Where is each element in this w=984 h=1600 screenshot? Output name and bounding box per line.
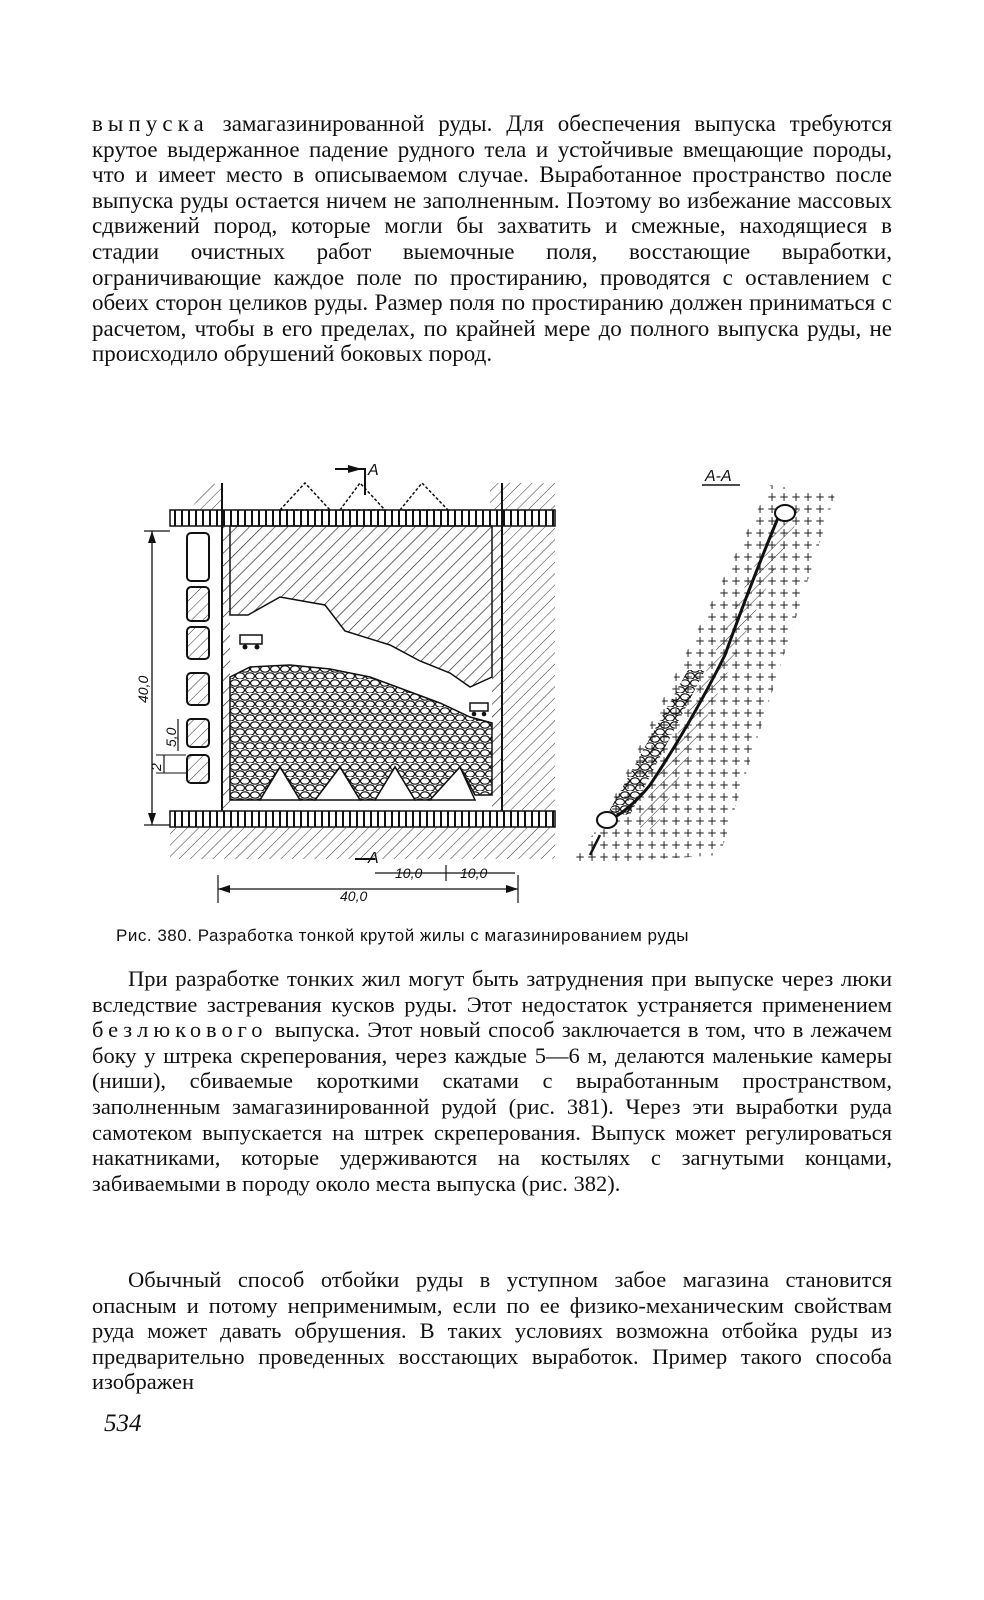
caption-text: Разработка тонкой крутой жилы с магазинированием руды [197,926,689,945]
section-mark-bottom: А [368,850,379,867]
page-number: 534 [104,1410,142,1437]
longitudinal-section [135,462,555,904]
dim-5-label: 5,0 [163,727,179,747]
spaced-word-2: безлюкового [92,1017,268,1043]
paragraph-3 [92,1267,892,1395]
dim-width-label: 40,0 [340,888,368,904]
figure-caption [116,926,876,946]
dim-height-label: 40,0 [135,675,151,703]
dim-10a-label: 10,0 [395,865,423,881]
paragraph-2-before: При разработке тонких жил могут быть затруднения при выпуске через люки вследствие застревания кусков руды. Этот недостаток устраняется применением [92,966,892,1017]
section-mark-top: А [368,462,379,479]
dim-10b-label: 10,0 [460,865,488,881]
dim-2-label: 2 [148,763,164,771]
cross-section-a-a [570,468,835,865]
paragraph-3-text: Обычный способ отбойки руды в уступном забое магазина становится опасным и потому неприменимым, если по ее физико-механическим свойствам руда может давать обрушения. В таких условиях возможна отбойка руды из предварительно проведенных восстающих выработок. Пример такого способа изображен [92,1267,892,1395]
paragraph-1 [92,111,892,367]
figure-380-diagram [130,455,850,910]
paragraph-1-text: замагазинированной руды. Для обеспечения выпуска требуются крутое выдержанное падение рудного тела и устойчивые вмещающие породы, что и имеет место в описываемом случае. Выработанное пространство после выпуска руды остается ничем не заполненным. Поэтому во избежание массовых сдвижений пород, которые могли бы захватить и смежные, находящиеся в стадии очистных работ выемочные поля, восстающие выработки, ограничивающие каждое поле по простиранию, проводятся с оставлением с обеих сторон целиков руды. Размер поля по простиранию должен приниматься с расчетом, чтобы в его пределах, по крайней мере до полного выпуска руды, не происходило обрушений боковых пород. [92,111,892,367]
caption-label: Рис. 380. [116,926,193,945]
paragraph-2 [92,966,892,1196]
spaced-word: выпуска [92,111,209,136]
paragraph-2-after: выпуска. Этот новый способ заключается в том, что в лежачем боку у штрека скреперования, через каждые 5—6 м, делаются маленькие камеры (ниши), сбиваемые короткими скатами с выработанным пространством, заполненным замагазинированной рудой (рис. 381). Через эти выработки руда самотеком выпускается на штрек скреперования. Выпуск может регулироваться накатниками, которые удерживаются на костылях с загнутыми концами, забиваемыми в породу около места выпуска (рис. 382). [92,1017,892,1196]
cross-section-title: А-А [705,468,732,485]
